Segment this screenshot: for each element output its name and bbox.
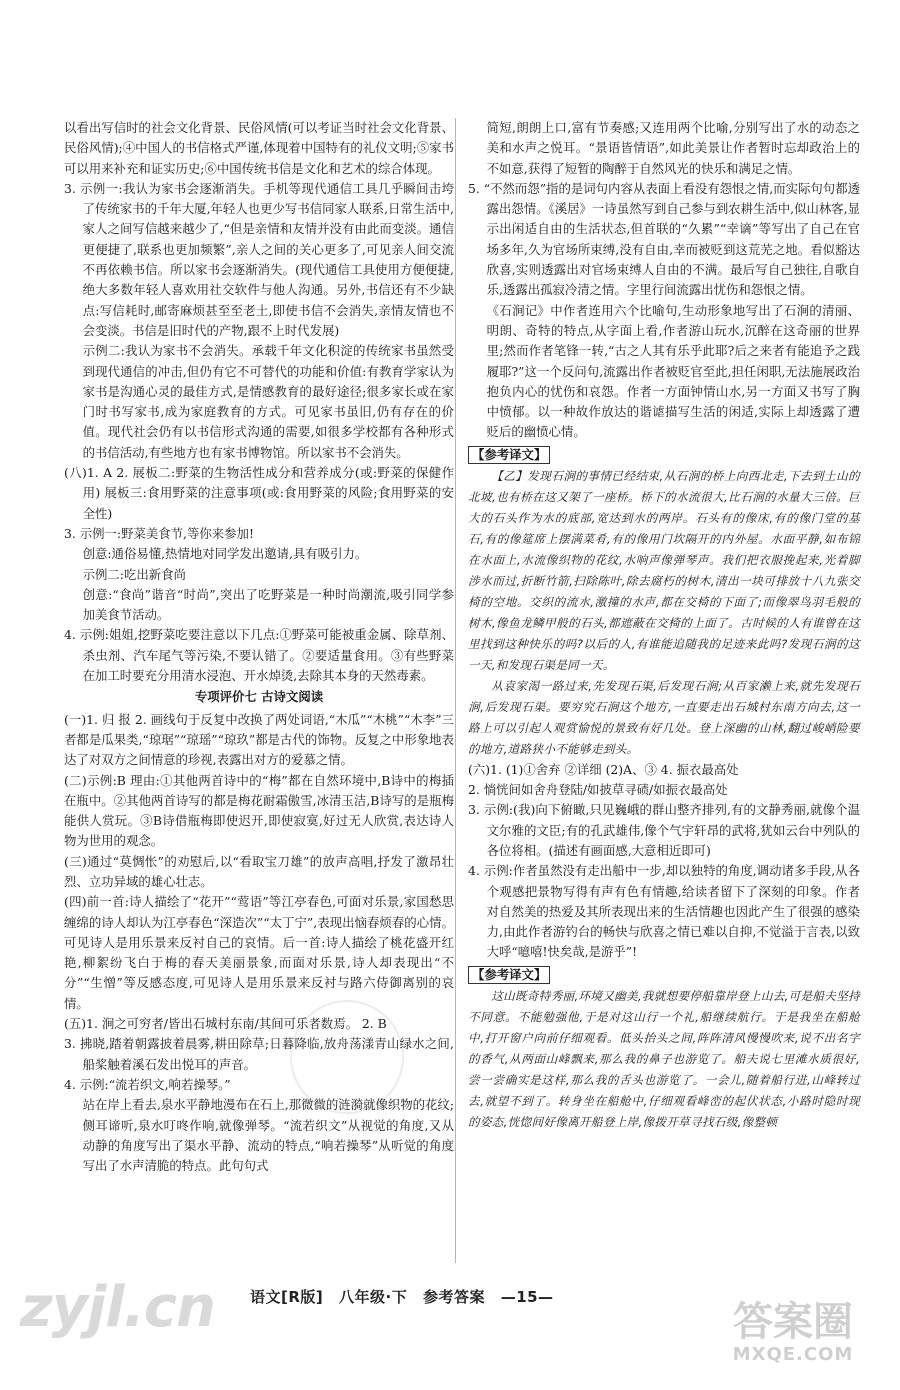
answer-paragraph: 示例二:吃出新食尚 [82,566,186,582]
answer-paragraph: 3. 示例一:我认为家书会逐渐消失。手机等现代通信工具几乎瞬间击垮了传统家书的千年大厦,年轻人也更少写书信同家人联系,日常生活中,家人之间写信越来越少了,“但是亲情和友情并没有由此而变淡。通信更便捷了,联系也更加频繁”,亲人之间的关心更多了,可见亲人间交流不再依赖书信。所以家书会逐渐消失。(现代通信工具使用方便便捷,绝大多数年轻人喜欢用社交软件与他人沟通。另外,书信还有不少缺点:写信耗时,邮寄麻烦甚至至老土,即使书信不会消失,亲情友情也不会变淡。书信是旧时代的产物,跟不上时代发展) [64,180,454,338]
reference-heading: 【参考译文】 [468,446,550,464]
answer-paragraph: (二)示例:B 理由:①其他两首诗中的“梅”都在自然环境中,B诗中的梅插在瓶中。②其他两首诗写的都是梅花耐霜傲雪,冰清玉洁,B诗写的是瓶梅能供人赏玩。③B诗借瓶梅即使迟开,即使寂寞,好过无人欣赏,表达诗人物为世用的观念。 [64,772,454,849]
footer-page-number: —15— [500,1288,554,1306]
watermark-logo-right [708,1300,878,1365]
answer-paragraph: (四)前一首:诗人描绘了“花开”“莺语”等江亭春色,可面对乐景,家国愁思缠绵的诗人却认为江亭春色“深造次”“太丁宁”,表现出恼春烦春的心情。可见诗人是用乐景来反衬自己的哀情。后一首:诗人描绘了桃花盛开红艳,柳絮纷飞白于梅的春天美丽景象,而面对乐景,诗人却表现出“不分”“生憎”等反感态度,可见诗人是用乐景来反衬与路六侍御离别的哀情。 [64,894,454,1011]
answer-paragraph: (六)1. (1)①舍弃 ②详细 (2)A、③ 4. 振衣最高处 [468,761,739,777]
answer-paragraph: 3. 拂晓,踏着朝露披着晨雾,耕田除草;日暮降临,放舟荡漾青山绿水之间,船桨触着溪石发出悦耳的声音。 [64,1036,454,1072]
footer-subject: 语文[R版] [250,1288,324,1306]
answer-paragraph: (一)1. 归 报 2. 画线句于反复中改换了两处词语,“木瓜”“木桃”“木李”三者都是瓜果类,“琼琚”“琼瑶”“琼玖”都是古代的饰物。反复之中形象地表达了对双方之间情意的珍视,表露出对方的爱慕之情。 [64,711,454,768]
watermark-logo-left: zyjl.cn [20,1275,215,1340]
translation-paragraph: 从袁家渴一路过来,先发现石渠,后发现石涧;从百家濑上来,就先发现石涧,后发现石渠。要穷究石涧这个地方,一直要走出石城村东南方向去,这一路上可以引起人观赏愉悦的景致有好几处。登上深幽的山林,翻过峻峭险要的地方,道路狭小不能够走到头。 [468,678,860,756]
page-footer [250,1286,564,1307]
right-column [468,118,860,1133]
answer-paragraph: 站在岸上看去,泉水平静地漫布在石上,那微微的涟漪就像织物的花纹;侧耳谛听,泉水叮咚作响,就像弹琴。“流若织文”从视觉的角度,又从动静的角度写出了渠水平静、流动的特点,“响若操琴”从听觉的角度写出了水声清脆的特点。此句句式 [82,1097,454,1174]
left-column [64,118,454,1176]
answer-paragraph: (八)1. A 2. 展板二:野菜的生物活性成分和营养成分(或:野菜的保健作用) 展板三:食用野菜的注意事项(或:食用野菜的风险;食用野菜的安全性) [64,465,454,521]
answer-paragraph: 创意:“食尚”谐音“时尚”,突出了吃野菜是一种时尚潮流,吸引同学参加美食节活动。 [82,586,454,623]
answer-paragraph: 创意:通俗易懂,热情地对同学发出邀请,具有吸引力。 [82,546,368,562]
footer-label: 参考答案 [422,1288,485,1306]
answer-paragraph: 2. 惝恍间如舍舟登陆/如披草寻碛/如振衣最高处 [468,782,728,798]
answer-paragraph: 3. 示例一:野菜美食节,等你来参加! [64,525,254,541]
answer-paragraph: 示例二:我认为家书不会消失。承载千年文化积淀的传统家书虽然受到现代通信的冲击,但仍有它不可替代的功能和价值:有教育学家认为家书是沟通心灵的最佳方式,是情感教育的最好途径;很多家长或在家门时书写家书,成为家庭教育的方式。可见家书虽旧,仍有存在的价值。现代社会仍有以书信形式沟通的需要,如很多学校都有各种形式的书信活动,有些地方也有家书博物馆。所以家书不会消失。 [82,343,454,460]
reference-heading: 【参考译文】 [468,966,550,984]
column-divider [455,118,456,1263]
answer-paragraph: 以看出写信时的社会文化背景、民俗风情(可以考证当时社会文化背景、民俗风情);④中国人的书信格式严谨,体现着中国特有的礼仪文明;⑤家书可以用来补充和证实历史;⑥中国传统书信是文化和艺术的综合体现。 [64,120,454,176]
answer-paragraph: 《石涧记》中作者连用六个比喻句,生动形象地写出了石涧的清丽、明朗、奇特的特点,从字面上看,作者游山玩水,沉醉在这奇丽的世界里;然而作者笔锋一转,“古之人其有乐乎此耶?后之来者有能追予之践履耶?”这一个反问句,流露出作者被贬官至此,担任闲职,无法施展政治抱负内心的忧伤和哀怨。作者一方面钟情山水,另一方面又书写了胸中愤郁。以一种故作放达的谐谑描写生活的闲适,实际上却透露了遭贬后的幽愤心情。 [486,302,860,440]
answer-paragraph: 3. 示例:(我)向下俯瞰,只见巍峨的群山整齐排列,有的文静秀丽,就像个温文尔雅的文臣;有的孔武雄伟,像个气宇轩昂的武将,犹如云台中列队的各位将相。(描述有画面感,大意相近即可) [468,802,860,858]
answer-paragraph: (三)通过“莫惆怅”的劝慰后,以“看取宝刀雄”的放声高唱,抒发了激昂壮烈、立功异域的雄心壮志。 [64,853,454,889]
answer-paragraph: 简短,朗朗上口,富有节奏感;又连用两个比喻,分别写出了水的动态之美和水声之悦耳。“景语皆情语”,如此美景让作者暂时忘却政治上的不如意,获得了短暂的陶醉于自然风光的快乐和满足之情。 [486,120,860,176]
answer-paragraph: 5. “不然而怨”指的是词句内容从表面上看没有怨恨之情,而实际句句都透露出怨情。《溪居》一诗虽然写到自己参与到农耕生活中,似山林客,显示出闲适自由的生活状态,但首联的“久累”“幸谪”等写出了自己在官场多年,久为官场所束缚,没有自由,幸而被贬到这荒芜之地。看似豁达欣喜,实则透露出对官场束缚人自由的不满。最后写自己独往,自歌自乐,透露出孤寂冷清之情。字里行间流露出忧伤和怨恨之情。 [468,180,860,298]
answer-paragraph: 4. 示例:“流若织文,响若操琴。” [64,1076,231,1092]
translation-paragraph: 【乙】发现石涧的事情已经结束,从石涧的桥上向西北走,下去到土山的北坡,也有桥在这又架了一座桥。桥下的水流很大,比石涧的水量大三倍。巨大的石头作为水的底部,宽达到水的两岸。石头有的像床,有的像门堂的基石,有的像筵席上摆满菜肴,有的像用门坎隔开的内外屋。水面平静,如布锦在水面上,水流像织物的花纹,水响声像弹琴声。我们把衣服挽起来,光着脚涉水而过,折断竹箭,扫除陈叶,除去腐朽的树木,清出一块可排放十八九张交椅的空地。交织的流水,激撞的水声,都在交椅的下面了;而像翠鸟羽毛般的树木,像鱼龙鳞甲般的石头,都遮蔽在交椅的上面了。古时候的人有谁曾在这里找到这种快乐的吗?以后的人,有谁能追随我的足迹来此吗?发现石涧的这一天,和发现石渠是同一天。 [468,468,860,672]
watermark-right-small: MXQE.COM [732,1344,854,1365]
translation-paragraph: 这山既奇特秀丽,环境又幽美,我就想要停船靠岸登上山去,可是船夫坚持不同意。不能勉强他,于是对这山行一个礼,船继续航行。于是我坐在船舱中,打开窗户向前仔细观看。低头抬头之间,阵阵清风慢慢吹来,说不出名字的香气,从两面山峰飘来,那么我的鼻子也游览了。船夫说七里滩水质很好,尝一尝确实是这样,那么我的舌头也游览了。一会儿,随着船行进,山峰转过去,就望不到了。转身坐在船舱中,仔细观看峰峦的起伏状态,小路时隐时现的姿态,恍惚间好像离开船登上岸,像拨开草寻找石级,像整顿 [468,988,860,1129]
watermark-right-big: 答案圈 [733,1299,853,1345]
section-title: 专项评价七 古诗文阅读 [194,689,324,705]
answer-paragraph: (五)1. 涧之可穷者/皆出石城村东南/其间可乐者数焉。 2. B [64,1016,387,1032]
answer-paragraph: 4. 示例:姐姐,挖野菜吃要注意以下几点:①野菜可能被重金属、除草剂、杀虫剂、汽车尾气等污染,不要认错了。②要适量食用。③有些野菜在加工时要充分用清水浸泡、开水焯烫,去除其本身的天然毒素。 [64,627,454,684]
answer-paragraph: 4. 示例:作者虽然没有走出船中一步,却以独特的角度,调动诸多手段,从各个观感把景物写得有声有色有情趣,给读者留下了深刻的印象。作者对自然美的热爱及其所表现出来的生活情趣也因此产生了很强的感染力,由此作者游钓台的畅快与欣喜之情已难以自抑,不觉溢于言表,以致大呼“噫嘻!快矣哉,是游乎”! [468,863,860,960]
footer-grade: 八年级·下 [339,1288,408,1306]
